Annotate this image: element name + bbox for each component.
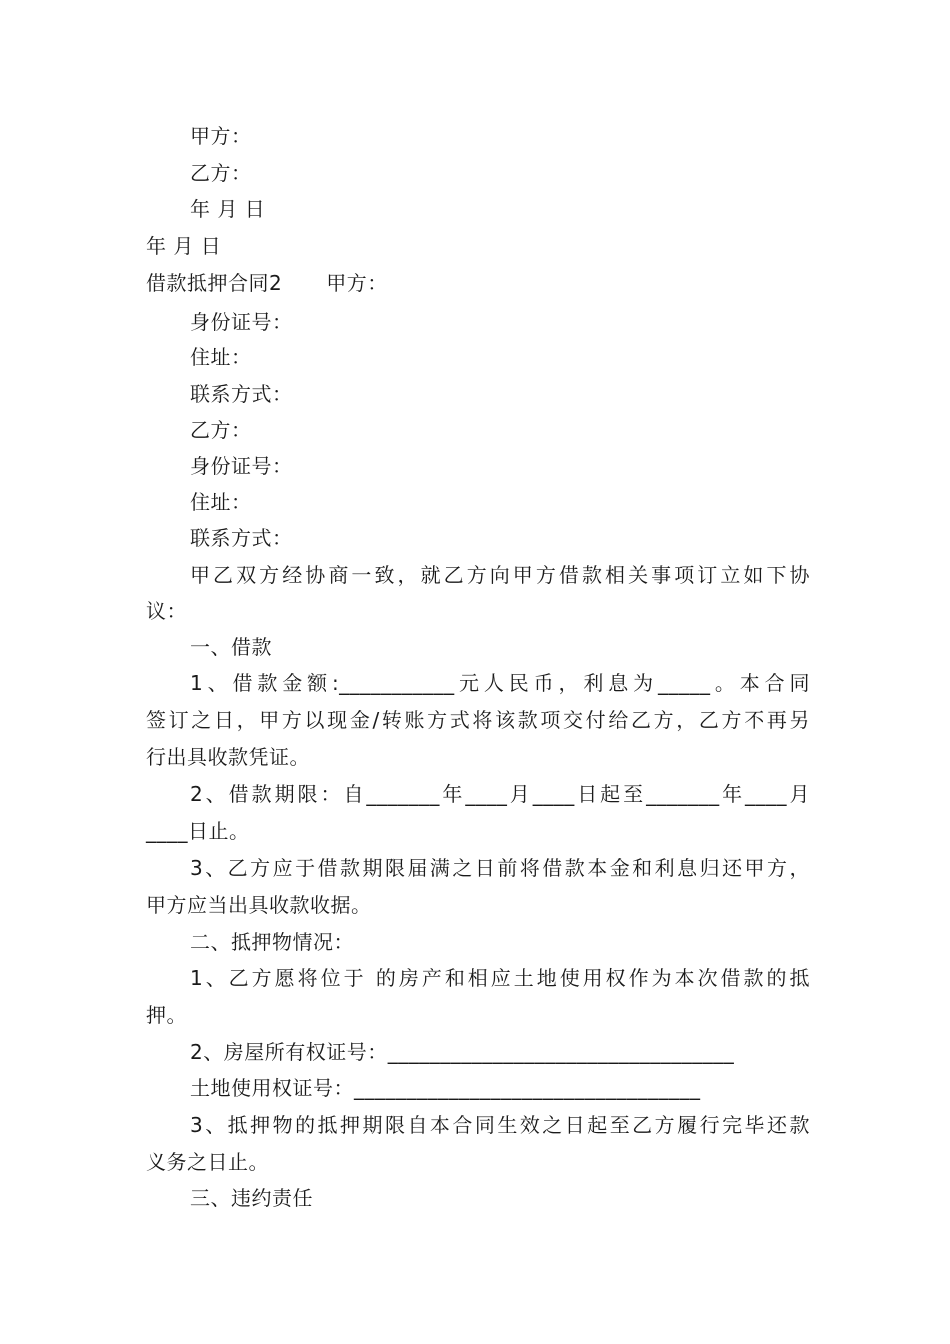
collateral-clause-line-2: 押。 — [146, 1003, 187, 1027]
loan-amount-clause-line-2: 签订之日，甲方以现金/转账方式将该款项交付给乙方，乙方不再另 — [146, 708, 810, 732]
party-b-id-label: 身份证号： — [190, 454, 293, 478]
party-b-signature-label: 乙方： — [190, 161, 252, 185]
mortgage-term-clause-line-2: 义务之日止。 — [146, 1150, 269, 1174]
loan-amount-clause: 1、借款金额:___________元人民币，利息为_____。本合同 — [190, 671, 810, 695]
property-certificate-line: 2、房屋所有权证号：_________________________________ — [190, 1040, 735, 1064]
repayment-clause-line-2: 甲方应当出具收款收据。 — [146, 893, 372, 917]
party-b-label: 乙方： — [190, 418, 252, 442]
date-label: 年 月 日 — [146, 234, 222, 258]
repayment-clause: 3、乙方应于借款期限届满之日前将借款本金和利息归还甲方， — [190, 856, 810, 880]
party-b-address-label: 住址： — [190, 490, 252, 514]
loan-term-clause-line-2: ____日止。 — [146, 819, 250, 843]
land-certificate-line: 土地使用权证号：_________________________________ — [190, 1076, 701, 1100]
party-a-address-label: 住址： — [190, 345, 252, 369]
loan-amount-clause-line-3: 行出具收款凭证。 — [146, 745, 310, 769]
section-2-heading: 二、抵押物情况： — [190, 930, 354, 954]
section-1-heading: 一、借款 — [190, 635, 272, 659]
signature-date-label: 年 月 日 — [190, 197, 266, 221]
party-b-contact-label: 联系方式： — [190, 526, 293, 550]
section-3-heading: 三、违约责任 — [190, 1186, 313, 1210]
party-a-contact-label: 联系方式： — [190, 382, 293, 406]
mortgage-term-clause: 3、抵押物的抵押期限自本合同生效之日起至乙方履行完毕还款 — [190, 1113, 810, 1137]
party-a-signature-label: 甲方： — [190, 124, 252, 148]
collateral-clause: 1、乙方愿将位于 的房产和相应土地使用权作为本次借款的抵 — [190, 966, 810, 990]
contract-title-line — [146, 270, 810, 296]
party-a-id-label: 身份证号： — [190, 310, 293, 334]
contract-title: 借款抵押合同2 — [146, 271, 283, 295]
loan-term-clause: 2、借款期限：自_______年____月____日起至_______年____月 — [190, 782, 810, 806]
party-a-label: 甲方： — [326, 271, 388, 295]
agreement-intro: 甲乙双方经协商一致，就乙方向甲方借款相关事项订立如下协 — [190, 563, 810, 587]
agreement-intro-continued: 议： — [146, 599, 187, 623]
